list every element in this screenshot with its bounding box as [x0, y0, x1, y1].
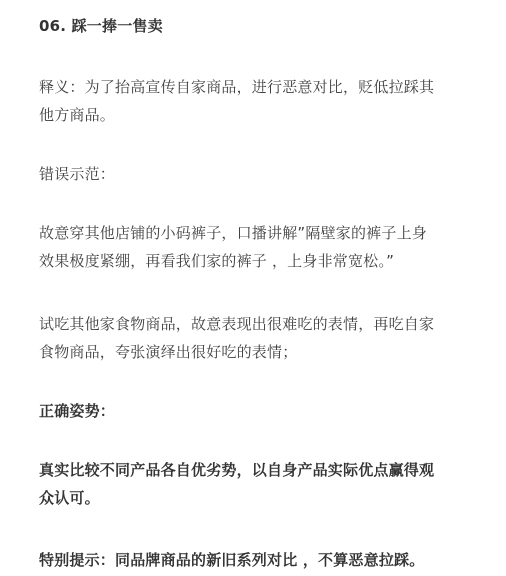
section-heading: 06. 踩一捧一售卖	[39, 17, 163, 35]
example-line: 试吃其他家食物商品，故意表现出很难吃的表情，再吃自家	[39, 315, 435, 333]
special-tip: 特别提示：同品牌商品的新旧系列对比 ，不算恶意拉踩。	[39, 551, 425, 569]
example-line: 食物商品，夸张演绎出很好吃的表情；	[39, 343, 298, 361]
correct-line: 真实比较不同产品各自优劣势，以自身产品实际优点赢得观	[39, 461, 435, 479]
wrong-examples-label: 错误示范：	[39, 165, 116, 183]
example-line: 效果极度紧绷，再看我们家的裤子 ，上身非常宽松。”	[39, 252, 395, 270]
wrong-example-paragraph	[39, 310, 489, 366]
correct-approach-paragraph	[39, 456, 489, 512]
example-line: 故意穿其他店铺的小码裤子，口播讲解”隔壁家的裤子上身	[39, 224, 427, 242]
wrong-example-paragraph	[39, 219, 489, 275]
definition-line: 他方商品。	[39, 106, 116, 124]
definition-line: 释义：为了抬高宣传自家商品，进行恶意对比，贬低拉踩其	[39, 78, 435, 96]
correct-line: 众认可。	[39, 489, 100, 507]
correct-approach-label: 正确姿势：	[39, 402, 116, 420]
definition-paragraph	[39, 73, 489, 129]
